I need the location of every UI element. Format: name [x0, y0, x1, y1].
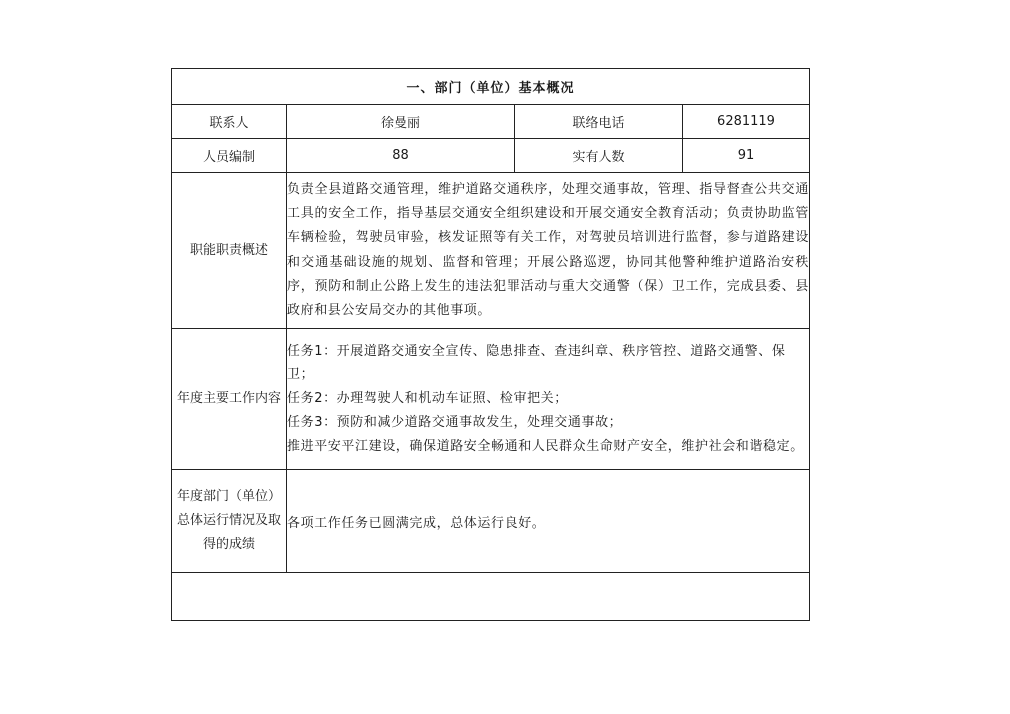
section-title: 一、部门（单位）基本概况 — [172, 69, 810, 105]
task-item: 任务2：办理驾驶人和机动车证照、检审把关； — [287, 391, 568, 407]
annual-work-label: 年度主要工作内容 — [172, 329, 287, 470]
blank-row — [172, 573, 810, 621]
staff-row — [172, 139, 810, 173]
staff-actual-label: 实有人数 — [515, 139, 683, 173]
basic-info-table — [171, 68, 810, 621]
contact-row — [172, 105, 810, 139]
duties-text: 负责全县道路交通管理，维护道路交通秩序，处理交通事故，管理、指导督查公共交通工具的安全工作，指导基层交通安全组织建设和开展交通安全教育活动；负责协助监管车辆检验，驾驶员审验，核发证照等有关工作，对驾驶员培训进行监督，参与道路建设和交通基础设施的规划、监督和管理；开展公路巡逻，协同其他警种维护道路治安秩序，预防和制止公路上发生的违法犯罪活动与重大交通警（保）卫工作，完成县委、县政府和县公安局交办的其他事项。 — [287, 173, 810, 329]
performance-text: 各项工作任务已圆满完成，总体运行良好。 — [287, 470, 810, 573]
performance-row — [172, 470, 810, 573]
duties-row — [172, 173, 810, 329]
phone-value: 6281119 — [683, 105, 810, 139]
staff-actual-value: 91 — [683, 139, 810, 173]
task-item: 任务1：开展道路交通安全宣传、隐患排查、查违纠章、秩序管控、道路交通警、保卫； — [287, 343, 786, 383]
contact-label: 联系人 — [172, 105, 287, 139]
duties-label: 职能职责概述 — [172, 173, 287, 329]
task-item: 推进平安平江建设，确保道路安全畅通和人民群众生命财产安全，维护社会和谐稳定。 — [287, 438, 804, 454]
performance-label: 年度部门（单位）总体运行情况及取得的成绩 — [172, 470, 287, 573]
annual-work-row — [172, 329, 810, 470]
staff-quota-label: 人员编制 — [172, 139, 287, 173]
annual-work-tasks — [287, 329, 810, 470]
blank-cell — [172, 573, 810, 621]
staff-quota-value: 88 — [287, 139, 515, 173]
task-item: 任务3：预防和减少道路交通事故发生，处理交通事故； — [287, 414, 623, 430]
phone-label: 联络电话 — [515, 105, 683, 139]
contact-value: 徐曼丽 — [287, 105, 515, 139]
